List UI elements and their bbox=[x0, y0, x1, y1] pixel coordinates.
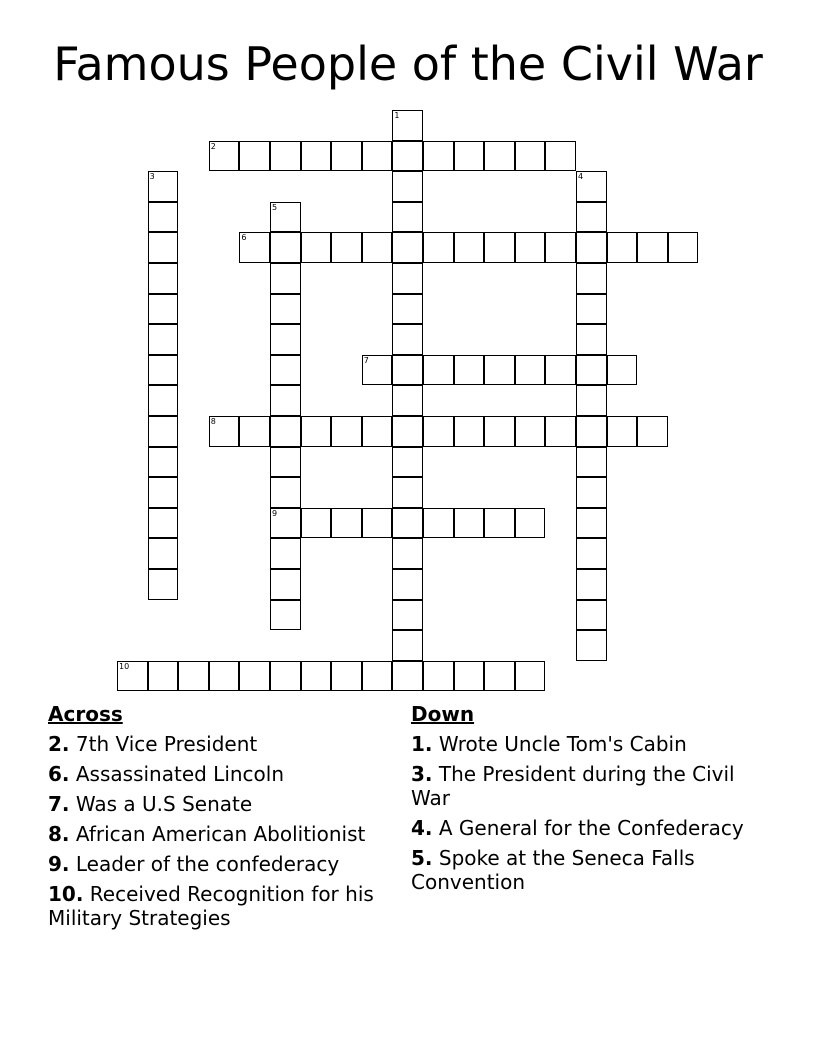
clue-across-10 bbox=[48, 882, 388, 930]
grid-cell[interactable] bbox=[362, 232, 393, 263]
grid-cell[interactable] bbox=[515, 508, 546, 539]
grid-cell[interactable] bbox=[331, 416, 362, 447]
grid-cell[interactable] bbox=[637, 232, 668, 263]
grid-cell[interactable] bbox=[392, 141, 423, 172]
grid-cell[interactable] bbox=[301, 141, 332, 172]
grid-cell[interactable] bbox=[301, 416, 332, 447]
grid-cell[interactable] bbox=[576, 171, 607, 202]
grid-cell[interactable] bbox=[576, 232, 607, 263]
grid-cell[interactable] bbox=[331, 508, 362, 539]
clue-across-7 bbox=[48, 792, 388, 816]
grid-cell[interactable] bbox=[362, 508, 393, 539]
grid-cell[interactable] bbox=[148, 416, 179, 447]
grid-cell[interactable] bbox=[148, 202, 179, 233]
grid-cell[interactable] bbox=[239, 661, 270, 692]
grid-cell[interactable] bbox=[423, 355, 454, 386]
grid-cell[interactable] bbox=[362, 661, 393, 692]
down-clues bbox=[411, 702, 751, 900]
grid-cell[interactable] bbox=[270, 263, 301, 294]
clue-number: 7. bbox=[48, 792, 70, 816]
grid-cell[interactable] bbox=[515, 232, 546, 263]
grid-cell[interactable] bbox=[484, 232, 515, 263]
grid-cell[interactable] bbox=[331, 141, 362, 172]
grid-cell[interactable] bbox=[392, 324, 423, 355]
grid-cell[interactable] bbox=[270, 661, 301, 692]
grid-cell[interactable] bbox=[454, 508, 485, 539]
grid-cell[interactable] bbox=[148, 385, 179, 416]
grid-cell[interactable] bbox=[392, 600, 423, 631]
grid-cell[interactable] bbox=[668, 232, 699, 263]
clue-down-4 bbox=[411, 816, 751, 840]
grid-cell[interactable] bbox=[270, 600, 301, 631]
grid-cell[interactable] bbox=[423, 508, 454, 539]
grid-cell[interactable] bbox=[576, 385, 607, 416]
grid-cell[interactable] bbox=[392, 661, 423, 692]
grid-cell[interactable] bbox=[576, 324, 607, 355]
grid-cell[interactable] bbox=[270, 141, 301, 172]
grid-cell[interactable] bbox=[148, 294, 179, 325]
clue-text: The President during the Civil War bbox=[411, 762, 735, 810]
grid-cell[interactable] bbox=[148, 508, 179, 539]
cell-number: 2 bbox=[210, 141, 216, 151]
grid-cell[interactable] bbox=[331, 661, 362, 692]
cell-number: 10 bbox=[119, 661, 130, 671]
clue-number: 3. bbox=[411, 762, 433, 786]
clue-down-3 bbox=[411, 762, 751, 810]
grid-cell[interactable] bbox=[515, 661, 546, 692]
grid-cell[interactable] bbox=[270, 569, 301, 600]
grid-cell[interactable] bbox=[178, 661, 209, 692]
grid-cell[interactable] bbox=[545, 416, 576, 447]
grid-cell[interactable] bbox=[515, 141, 546, 172]
clue-text: A General for the Confederacy bbox=[438, 816, 744, 840]
grid-cell[interactable] bbox=[209, 661, 240, 692]
grid-cell[interactable] bbox=[423, 661, 454, 692]
clue-down-5 bbox=[411, 846, 751, 894]
grid-cell[interactable] bbox=[148, 477, 179, 508]
grid-cell[interactable] bbox=[270, 385, 301, 416]
grid-cell[interactable] bbox=[270, 538, 301, 569]
grid-cell[interactable] bbox=[148, 263, 179, 294]
grid-cell[interactable] bbox=[392, 294, 423, 325]
grid-cell[interactable] bbox=[392, 385, 423, 416]
grid-cell[interactable] bbox=[454, 416, 485, 447]
grid-cell[interactable] bbox=[392, 416, 423, 447]
grid-cell[interactable] bbox=[301, 232, 332, 263]
grid-cell[interactable] bbox=[576, 447, 607, 478]
clue-number: 5. bbox=[411, 846, 433, 870]
grid-cell[interactable] bbox=[576, 294, 607, 325]
grid-cell[interactable] bbox=[423, 141, 454, 172]
grid-cell[interactable] bbox=[454, 232, 485, 263]
grid-cell[interactable] bbox=[576, 630, 607, 661]
grid-cell[interactable] bbox=[484, 508, 515, 539]
grid-cell[interactable] bbox=[484, 355, 515, 386]
grid-cell[interactable] bbox=[392, 171, 423, 202]
grid-cell[interactable] bbox=[515, 355, 546, 386]
grid-cell[interactable] bbox=[301, 661, 332, 692]
grid-cell[interactable] bbox=[637, 416, 668, 447]
grid-cell[interactable] bbox=[148, 355, 179, 386]
cell-number: 8 bbox=[210, 417, 216, 426]
grid-cell[interactable] bbox=[239, 232, 270, 263]
grid-cell[interactable] bbox=[576, 355, 607, 386]
grid-cell[interactable] bbox=[423, 416, 454, 447]
clue-text: 7th Vice President bbox=[75, 732, 258, 756]
down-heading: Down bbox=[411, 702, 475, 726]
grid-cell[interactable] bbox=[392, 569, 423, 600]
grid-cell[interactable] bbox=[209, 141, 240, 172]
grid-cell[interactable] bbox=[576, 416, 607, 447]
grid-cell[interactable] bbox=[270, 508, 301, 539]
grid-cell[interactable] bbox=[270, 202, 301, 233]
grid-cell[interactable] bbox=[545, 355, 576, 386]
grid-cell[interactable] bbox=[576, 538, 607, 569]
grid-cell[interactable] bbox=[545, 141, 576, 172]
grid-cell[interactable] bbox=[484, 661, 515, 692]
grid-cell[interactable] bbox=[607, 355, 638, 386]
grid-cell[interactable] bbox=[576, 263, 607, 294]
clue-text: Assassinated Lincoln bbox=[75, 762, 285, 786]
grid-cell[interactable] bbox=[270, 232, 301, 263]
clue-across-9 bbox=[48, 852, 388, 876]
cell-number: 6 bbox=[241, 233, 247, 243]
clue-text: Was a U.S Senate bbox=[75, 792, 253, 816]
grid-cell[interactable] bbox=[423, 232, 454, 263]
clue-across-8 bbox=[48, 822, 388, 846]
grid-cell[interactable] bbox=[607, 232, 638, 263]
grid-cell[interactable] bbox=[515, 416, 546, 447]
clue-number: 8. bbox=[48, 822, 70, 846]
grid-cell[interactable] bbox=[301, 508, 332, 539]
grid-cell[interactable] bbox=[148, 447, 179, 478]
clue-down-1 bbox=[411, 732, 751, 756]
cell-number: 9 bbox=[272, 508, 278, 518]
cell-number: 7 bbox=[363, 355, 369, 365]
grid-cell[interactable] bbox=[607, 416, 638, 447]
clue-text: African American Abolitionist bbox=[75, 822, 366, 846]
grid-cell[interactable] bbox=[117, 661, 148, 692]
grid-cell[interactable] bbox=[148, 569, 179, 600]
clue-number: 6. bbox=[48, 762, 70, 786]
clue-across-2 bbox=[48, 732, 388, 756]
grid-cell[interactable] bbox=[392, 538, 423, 569]
puzzle-title: Famous People of the Civil War bbox=[53, 37, 763, 91]
grid-cell[interactable] bbox=[209, 416, 240, 447]
grid-cell[interactable] bbox=[362, 355, 393, 386]
clue-text: Received Recognition for his Military Strategies bbox=[48, 882, 374, 930]
grid-cell[interactable] bbox=[392, 508, 423, 539]
grid-cell[interactable] bbox=[392, 355, 423, 386]
across-heading: Across bbox=[48, 702, 123, 726]
grid-cell[interactable] bbox=[148, 661, 179, 692]
grid-cell[interactable] bbox=[484, 416, 515, 447]
grid-cell[interactable] bbox=[484, 141, 515, 172]
clue-number: 10. bbox=[48, 882, 84, 906]
cell-number: 1 bbox=[394, 111, 400, 120]
grid-cell[interactable] bbox=[362, 416, 393, 447]
grid-cell[interactable] bbox=[576, 600, 607, 631]
grid-cell[interactable] bbox=[270, 416, 301, 447]
grid-cell[interactable] bbox=[576, 508, 607, 539]
cell-number: 3 bbox=[149, 172, 155, 182]
clue-number: 1. bbox=[411, 732, 433, 756]
cell-number: 4 bbox=[578, 172, 584, 182]
grid-cell[interactable] bbox=[148, 324, 179, 355]
grid-cell[interactable] bbox=[392, 202, 423, 233]
grid-cell[interactable] bbox=[392, 630, 423, 661]
grid-cell[interactable] bbox=[392, 477, 423, 508]
grid-cell[interactable] bbox=[392, 110, 423, 141]
grid-cell[interactable] bbox=[454, 355, 485, 386]
grid-cell[interactable] bbox=[270, 447, 301, 478]
grid-cell[interactable] bbox=[392, 232, 423, 263]
clue-across-6 bbox=[48, 762, 388, 786]
grid-cell[interactable] bbox=[239, 416, 270, 447]
grid-cell[interactable] bbox=[576, 477, 607, 508]
grid-cell[interactable] bbox=[576, 202, 607, 233]
grid-cell[interactable] bbox=[148, 171, 179, 202]
grid-cell[interactable] bbox=[454, 661, 485, 692]
grid-cell[interactable] bbox=[362, 141, 393, 172]
grid-cell[interactable] bbox=[576, 569, 607, 600]
grid-cell[interactable] bbox=[148, 538, 179, 569]
cell-number: 5 bbox=[272, 202, 278, 212]
grid-cell[interactable] bbox=[239, 141, 270, 172]
grid-cell[interactable] bbox=[331, 232, 362, 263]
grid-cell[interactable] bbox=[392, 447, 423, 478]
grid-cell[interactable] bbox=[270, 355, 301, 386]
clue-text: Spoke at the Seneca Falls Convention bbox=[411, 846, 695, 894]
grid-cell[interactable] bbox=[270, 477, 301, 508]
clue-number: 9. bbox=[48, 852, 70, 876]
clue-text: Leader of the confederacy bbox=[75, 852, 340, 876]
grid-cell[interactable] bbox=[454, 141, 485, 172]
clue-number: 4. bbox=[411, 816, 433, 840]
grid-cell[interactable] bbox=[270, 294, 301, 325]
grid-cell[interactable] bbox=[270, 324, 301, 355]
clue-text: Wrote Uncle Tom's Cabin bbox=[438, 732, 687, 756]
clue-number: 2. bbox=[48, 732, 70, 756]
across-clues bbox=[48, 702, 388, 936]
grid-cell[interactable] bbox=[545, 232, 576, 263]
grid-cell[interactable] bbox=[392, 263, 423, 294]
grid-cell[interactable] bbox=[148, 232, 179, 263]
